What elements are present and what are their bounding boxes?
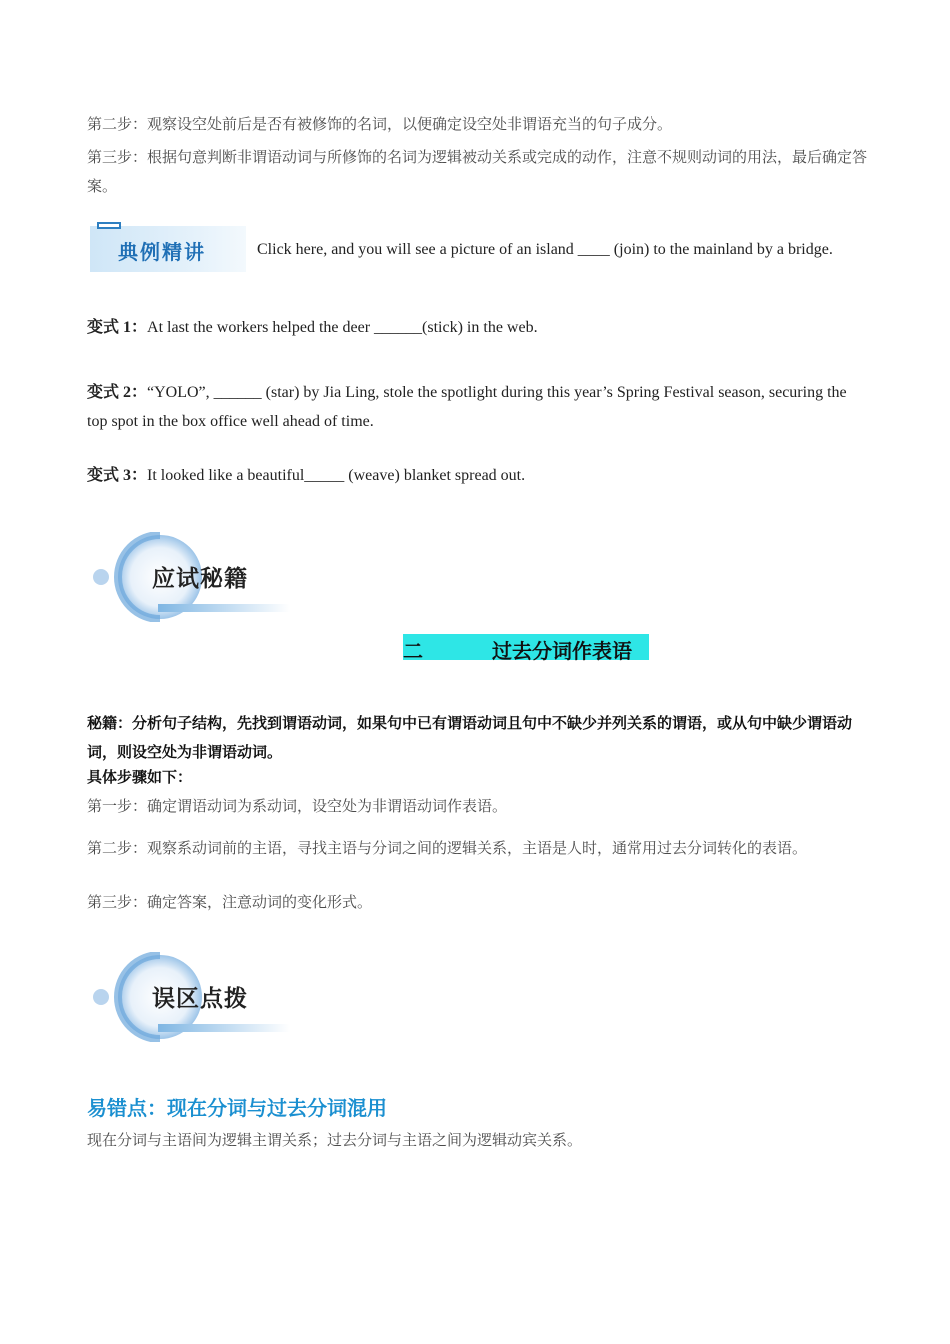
- variant-3-label: 变式 3：: [87, 467, 148, 484]
- example-sentence: Click here, and you will see a picture of an island ____ (join) to the mainland by a bridge.: [257, 241, 833, 258]
- mistake-title: 误区点拨: [152, 986, 248, 1012]
- variant-2-text: “YOLO”, ______ (star) by Jia Ling, stole the spotlight during this year’s Spring Festival season, securing the top spot in the box office well ahead of time.: [87, 384, 847, 430]
- exam-step-three: 第三步：确定答案，注意动词的变化形式。: [87, 893, 373, 911]
- mistake-heading: 易错点：现在分词与过去分词混用: [87, 1096, 387, 1120]
- section-heading-two: [403, 634, 649, 663]
- variant-1-text: At last the workers helped the deer ______(stick) in the web.: [147, 319, 538, 336]
- steps-title: 具体步骤如下：: [87, 768, 193, 786]
- exam-step-one: 第一步：确定谓语动词为系动词，设空处为非谓语动词作表语。: [87, 797, 508, 815]
- exam-tips-title: 应试秘籍: [152, 566, 248, 592]
- mistake-text: 现在分词与主语间为逻辑主谓关系；过去分词与主语之间为逻辑动宾关系。: [87, 1131, 583, 1149]
- section-heading-text: 过去分词作表语: [492, 639, 632, 663]
- step-three-text: 第三步：根据句意判断非谓语动词与所修饰的名词为逻辑被动关系或完成的动作，注意不规则动词的用法，最后确定答案。: [87, 148, 868, 195]
- mistake-logo: [88, 952, 298, 1042]
- section-heading-number: 二: [403, 639, 423, 663]
- variant-1: [87, 318, 538, 338]
- exam-step-two: 第二步：观察系动词前的主语，寻找主语与分词之间的逻辑关系，主语是人时，通常用过去分词转化的表语。: [87, 839, 808, 857]
- variant-1-label: 变式 1：: [87, 319, 148, 336]
- step-two-text: 第二步：观察设空处前后是否有被修饰的名词，以便确定设空处非谓语充当的句子成分。: [87, 115, 673, 133]
- example-badge-label: 典例精讲: [118, 240, 206, 264]
- example-badge-mark: [97, 222, 121, 229]
- secret-text: 秘籍：分析句子结构，先找到谓语动词，如果句中已有谓语动词且句中不缺少并列关系的谓语，或从句中缺少谓语动词，则设空处为非谓语动词。: [87, 714, 853, 761]
- exam-tips-logo: [88, 532, 298, 622]
- variant-2: [87, 378, 867, 436]
- variant-3-text: It looked like a beautiful_____ (weave) blanket spread out.: [147, 467, 526, 484]
- variant-3: [87, 466, 525, 486]
- variant-2-label: 变式 2：: [87, 384, 148, 401]
